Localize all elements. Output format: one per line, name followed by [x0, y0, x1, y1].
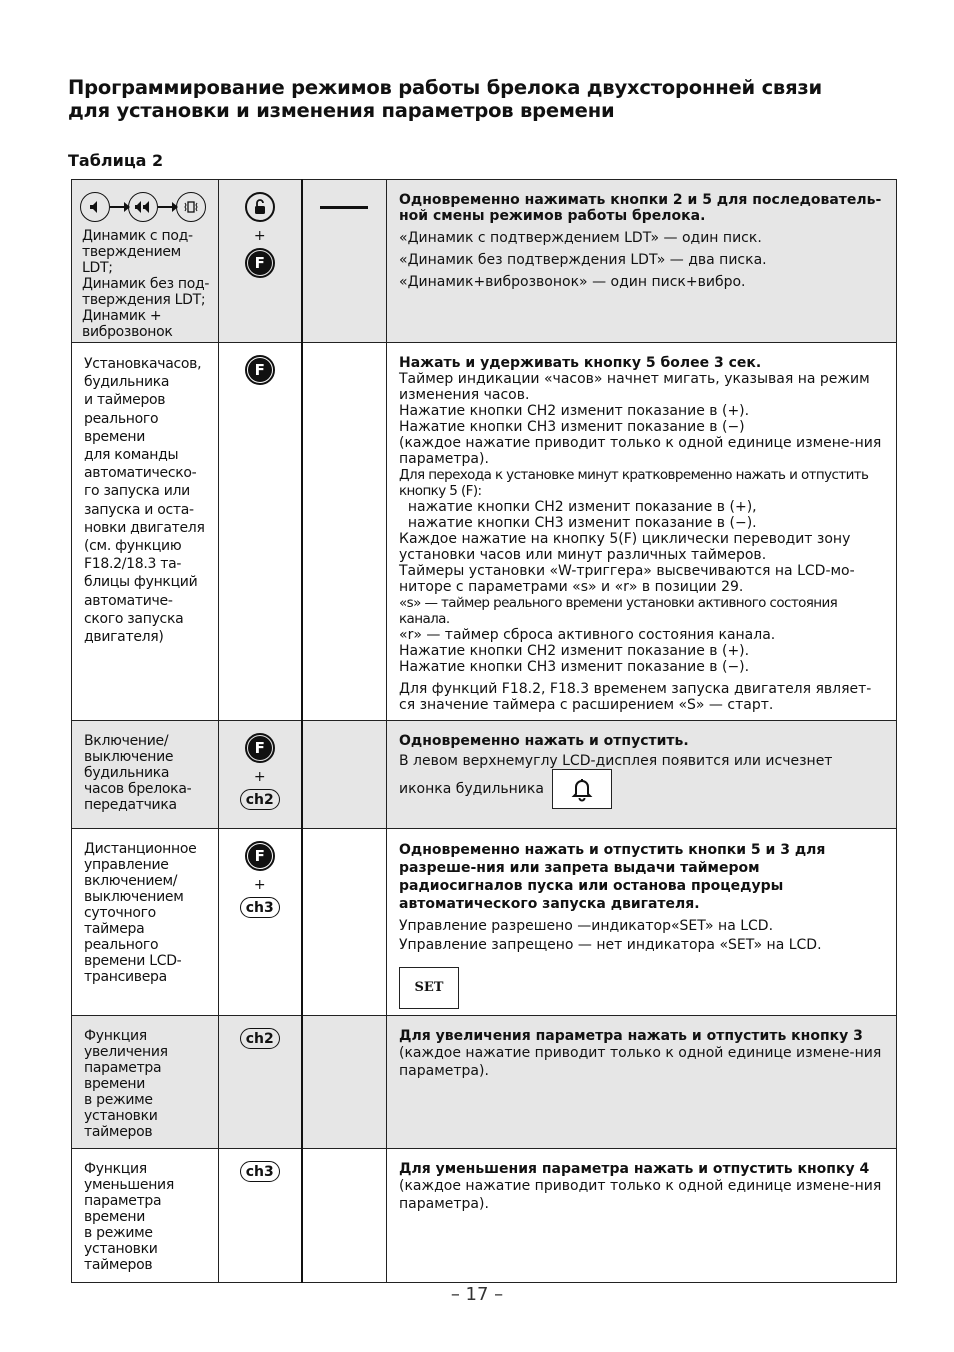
- description-cell: [387, 721, 897, 829]
- arrow-right-icon: [158, 206, 176, 208]
- action-cell: [302, 1149, 387, 1283]
- row-label: Функция увеличения параметра времени в режиме установки таймеров: [84, 1028, 168, 1140]
- row-label-cell: [72, 343, 219, 721]
- title-line-2: для установки и изменения параметров времени: [68, 99, 615, 122]
- description-cell: [387, 1016, 897, 1149]
- row-label-cell: [72, 1149, 219, 1283]
- description-cell: [387, 180, 897, 343]
- row-line: нажатие кнопки CH3 изменит показание в (−).: [399, 515, 757, 531]
- table-row: [72, 829, 897, 1016]
- row-label-cell: [72, 829, 219, 1016]
- row-line: «Динамик без подтверждения LDT» — два писка.: [399, 252, 767, 268]
- buttons-cell: [219, 180, 302, 343]
- set-indicator: SET: [399, 967, 459, 1009]
- plus-sign: +: [253, 228, 266, 244]
- row-line: нажатие кнопки CH2 изменит показание в (+),: [399, 499, 757, 515]
- table-label: Таблица 2: [68, 151, 164, 170]
- row-line: Управление запрещено — нет индикатора «SET» на LCD.: [399, 937, 822, 953]
- plus-sign: +: [253, 877, 266, 893]
- row-line: «r» — таймер сброса активного состояния канала.: [399, 627, 776, 643]
- row-line: Нажатие кнопки CH3 изменит показание в (−).: [399, 659, 750, 675]
- table-row: [72, 1016, 897, 1149]
- plus-sign: +: [253, 769, 266, 785]
- row-bold-text: Нажать и удерживать кнопку 5 более 3 сек.: [399, 355, 762, 371]
- row-line: (каждое нажатие приводит только к одной единице измене-ния параметра).: [399, 1045, 882, 1079]
- buttons-cell: [219, 1149, 302, 1283]
- row-line: Нажатие кнопки CH2 изменит показание в (+).: [399, 403, 750, 419]
- ch3-button-icon: ch3: [240, 897, 280, 918]
- speaker-double-icon: [128, 192, 158, 222]
- buttons-cell: [219, 343, 302, 721]
- row-label: Функция уменьшения параметра времени в режиме установки таймеров: [84, 1161, 174, 1273]
- f-button-icon: [245, 733, 275, 763]
- ch3-button-icon: ch3: [240, 1161, 280, 1182]
- description-cell: [387, 829, 897, 1016]
- f-button-label: F: [248, 844, 272, 868]
- action-cell: [302, 1016, 387, 1149]
- row-bold-text: Одновременно нажимать кнопки 2 и 5 для последователь-ной смены режимов работы брелока.: [399, 192, 882, 224]
- dash-line: [320, 206, 368, 209]
- vibro-icon: [176, 192, 206, 222]
- speaker-icon: [80, 192, 110, 222]
- table-row: [72, 343, 897, 721]
- row-label: Включение/ выключение будильника часов брелока- передатчика: [84, 733, 192, 813]
- row-line: В левом верхнемуглу LCD-дисплея появится или исчезнет: [399, 753, 833, 769]
- row-line: Для функций F18.2, F18.3 временем запуска двигателя являет-ся значение таймера с расширением «S» — старт.: [399, 681, 872, 713]
- bell-icon: [552, 769, 612, 809]
- f-button-label: F: [248, 736, 272, 760]
- row-line: Таймер индикации «часов» начнет мигать, указывая на режим изменения часов.: [399, 371, 870, 403]
- f-button-label: F: [248, 358, 272, 382]
- f-button-label: F: [248, 251, 272, 275]
- row-line: Нажатие кнопки CH3 изменит показание в (−): [399, 419, 745, 435]
- row-label-cell: [72, 721, 219, 829]
- row-label: Дистанционное управление включением/ выключением суточного таймера реального времени LCD- трансивера: [84, 841, 197, 985]
- action-cell: [302, 343, 387, 721]
- row-bold-text: Одновременно нажать и отпустить.: [399, 733, 689, 749]
- bell-line: [399, 769, 884, 809]
- row-line: Нажатие кнопки CH2 изменит показание в (+).: [399, 643, 750, 659]
- page-number: – 17 –: [450, 1284, 504, 1305]
- row-label: Установкачасов, будильника и таймеров реального времени для команды автоматическо- го запуска или запуска и оста- новки двигателя (см. функцию F18.2/18.3 та- блицы функций автоматиче- ского запуска двигателя): [84, 356, 205, 646]
- table-row: [72, 1149, 897, 1283]
- page-title: [68, 76, 908, 122]
- row-line: (каждое нажатие приводит только к одной единице измене-ния параметра).: [399, 435, 882, 467]
- row-line: Каждое нажатие на кнопку 5(F) циклически переводит зону установки часов или минут различных таймеров.: [399, 531, 851, 563]
- f-button-icon: [245, 841, 275, 871]
- title-line-1: Программирование режимов работы брелока двухсторонней связи: [68, 76, 822, 99]
- action-cell: [302, 180, 387, 343]
- row-bold-text: Одновременно нажать и отпустить кнопки 5 и 3 для разреше-ния или запрета выдачи таймером радиосигналов пуска или останова процедуры автоматического запуска двигателя.: [399, 842, 826, 912]
- row-line: «Динамик+виброзвонок» — один писк+вибро.: [399, 274, 746, 290]
- row-bold-text: Для уменьшения параметра нажать и отпустить кнопку 4: [399, 1161, 870, 1177]
- mode-sequence: [80, 192, 210, 222]
- row-bold-text: Для увеличения параметра нажать и отпустить кнопку 3: [399, 1028, 863, 1044]
- row-line: Таймеры установки «W-триггера» высвечиваются на LCD-мо-ниторе с параметрами «s» и «r» в позиции 29.: [399, 563, 855, 595]
- buttons-cell: [219, 1016, 302, 1149]
- row-line: Управление разрешено —индикатор«SET» на LCD.: [399, 918, 774, 934]
- row-label-cell: [72, 1016, 219, 1149]
- arrow-right-icon: [110, 206, 128, 208]
- f-button-icon: [245, 248, 275, 278]
- row-line: «Динамик с подтверждением LDT» — один писк.: [399, 230, 762, 246]
- description-cell: [387, 1149, 897, 1283]
- row-label-cell: [72, 180, 219, 343]
- settings-table: [71, 179, 897, 1283]
- ch2-button-icon: ch2: [240, 1028, 280, 1049]
- table-row: [72, 721, 897, 829]
- table-row: [72, 180, 897, 343]
- row-label: Динамик с под- тверждением LDT; Динамик без под- тверждения LDT; Динамик + виброзвонок: [82, 228, 210, 340]
- row-line: (каждое нажатие приводит только к одной единице измене-ния параметра).: [399, 1178, 882, 1212]
- ch2-button-icon: ch2: [240, 789, 280, 810]
- row-line: «s» — таймер реального времени установки активного состояния канала.: [399, 595, 838, 627]
- buttons-cell: [219, 829, 302, 1016]
- buttons-cell: [219, 721, 302, 829]
- row-line: иконка будильника: [399, 781, 544, 797]
- action-cell: [302, 829, 387, 1016]
- f-button-icon: [245, 355, 275, 385]
- lock-button-icon: [245, 192, 275, 222]
- action-cell: [302, 721, 387, 829]
- description-cell: [387, 343, 897, 721]
- row-line: Для перехода к установке минут кратковременно нажать и отпустить кнопку 5 (F):: [399, 467, 869, 499]
